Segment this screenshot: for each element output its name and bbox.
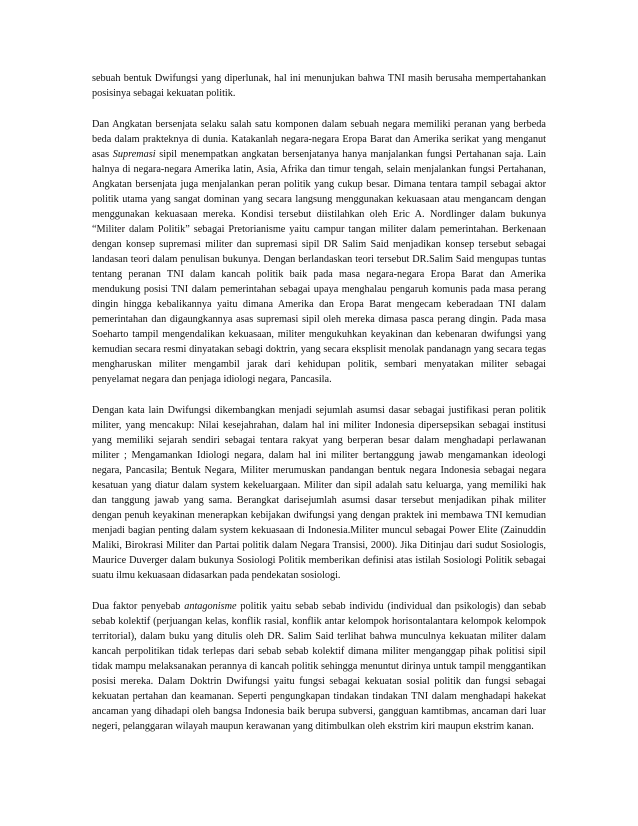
paragraph-4-text-end: politik yaitu sebab sebab individu (individual dan psikologis) dan sebab sebab kolektif (perjuangan kelas, konflik rasial, konflik antar kelompok horisontalantara kelompok kelompok territorial), dalam buku yang ditulis oleh DR. Salim Said terlihat bahwa munculnya kekuatan militer dalam kancah perpolitikan tidak terlepas dari sebab sebab kolektif dimana militer menganggap pihak politisi sipil tidak mampu melaksanakan perannya di kancah politik sehingga menuntut dirinya untuk tampil menggantikan posisi mereka. Dalam Doktrin Dwifungsi yaitu fungsi sebagai kekuatan sosial politik dan fungsi sebagai kekuatan pertahan dan keamanan. Seperti pengungkapan tindakan tindakan TNI dalam menghadapi hakekat ancaman yang dihadapi oleh bangsa Indonesia baik berupa subversi, gangguan kamtibmas, ancaman dari luar negeri, pelanggaran wilayah maupun kerawanan yang ditimbulkan oleh ekstrim kiri maupun ekstrim kanan. [92,601,546,732]
paragraph-3 [92,403,546,583]
document-body [92,71,546,734]
paragraph-2-text-start: Dan Angkatan bersenjata selaku salah satu komponen dalam sebuah negara memiliki peranan yang berbeda beda dalam prakteknya di dunia. Katakanlah negara-negara Eropa Barat dan Amerika serikat yang menganut asas [92,119,546,160]
paragraph-4 [92,599,546,734]
paragraph-2-text-end: sipil menempatkan angkatan bersenjatanya hanya manjalankan fungsi Pertahanan saja. Lain halnya di negara-negara Amerika latin, Asia, Afrika dan timur tengah, selain menjalankan fungsi Pertahanan, Angkatan bersenjata juga menjalankan peran politik yang cukup besar. Dimana tentara tampil sebagai aktor politik utama yang sangat dominan yang secara langsung menggunakan kekuasaan atau mengancam dengan menggunakan kekuasaan mereka. Kondisi tersebut diistilahkan oleh Eric A. Nordlinger dalam bukunya “Militer dalam Politik” sebagai Pretorianisme yaitu campur tangan militer dalam pemerintahan. Berkenaan dengan konsep supremasi militer dan supremasi sipil DR Salim Said menjadikan konsep tersebut sebagai landasan teori dalam penulisan bukunya. Dengan berlandaskan teori tersebut DR.Salim Said mengupas tuntas tentang peranan TNI dalam kancah politik baik pada masa negara-negara Eropa Barat dan Amerika mendukung posisi TNI dalam pemerintahan sebagai upaya menghalau pengaruh komunis pada masa perang dingin hingga kebalikannya yaitu dimana Amerika dan Eropa Barat mengecam keberadaan TNI dalam pemerintahan dan digaungkannya asas supremasi sipil oleh mereka dimasa pasca perang dingin. Pada masa Soeharto tampil mengendalikan kekuasaan, militer mengukuhkan keyakinan dan kebenaran dwifungsi yang kemudian secara resmi dinyatakan sebagi doktrin, yang secara eksplisit menolak pandanagn yang secara tegas mengharuskan militer mengambil jarak dari kehidupan politik, sembari menyatakan militer sebagai penyelamat negara dan penjaga idiologi negara, Pancasila. [92,149,546,385]
paragraph-3-text: Dengan kata lain Dwifungsi dikembangkan menjadi sejumlah asumsi dasar sebagai justifikasi peran politik militer, yang mencakup: Nilai kesejahrahan, dalam hal ini militer Indonesia dipersepsikan sebagai institusi yang memiliki sejarah sendiri sebagai tentara rakyat yang berperan besar dalam menghadapi perlawanan militer ; Mengamankan Idiologi negara, dalam hal ini militer bertanggung jawab mengamankan ideologi negara, Pancasila; Bentuk Negara, Militer merumuskan pandangan bentuk negara Indonesia sebagai negara kesatuan yang diatur dalam system kekeluargaan. Militer dan sipil adalah satu keluarga, yang memiliki hak dan tanggung jawab yang sama. Berangkat darisejumlah asumsi dasar tersebut menjadikan pihak militer dengan penuh keyakinan menerapkan kebijakan dwifungsi yang dengan praktek ini membawa TNI kemudian menjadi bagian penting dalam system kekuasaan di Indonesia.Militer muncul sebagai Power Elite (Zainuddin Maliki, Birokrasi Militer dan Partai politik dalam Negara Transisi, 2000). Jika Ditinjau dari sudut Sosiologis, Maurice Duverger dalam bukunya Sosiologi Politik memberikan definisi atas istilah Sosiologi Politik sebagai suatu ilmu kekuasaan didasarkan pada pendekatan sosiologi. [92,405,546,581]
paragraph-1 [92,71,546,101]
paragraph-2 [92,117,546,387]
paragraph-2-italic-term: Supremasi [112,149,156,160]
paragraph-4-text-start: Dua faktor penyebab [92,601,185,612]
paragraph-1-text: sebuah bentuk Dwifungsi yang diperlunak, hal ini menunjukan bahwa TNI masih berusaha mempertahankan posisinya sebagai kekuatan politik. [92,73,546,99]
paragraph-4-italic-term: antagonisme [184,601,237,612]
